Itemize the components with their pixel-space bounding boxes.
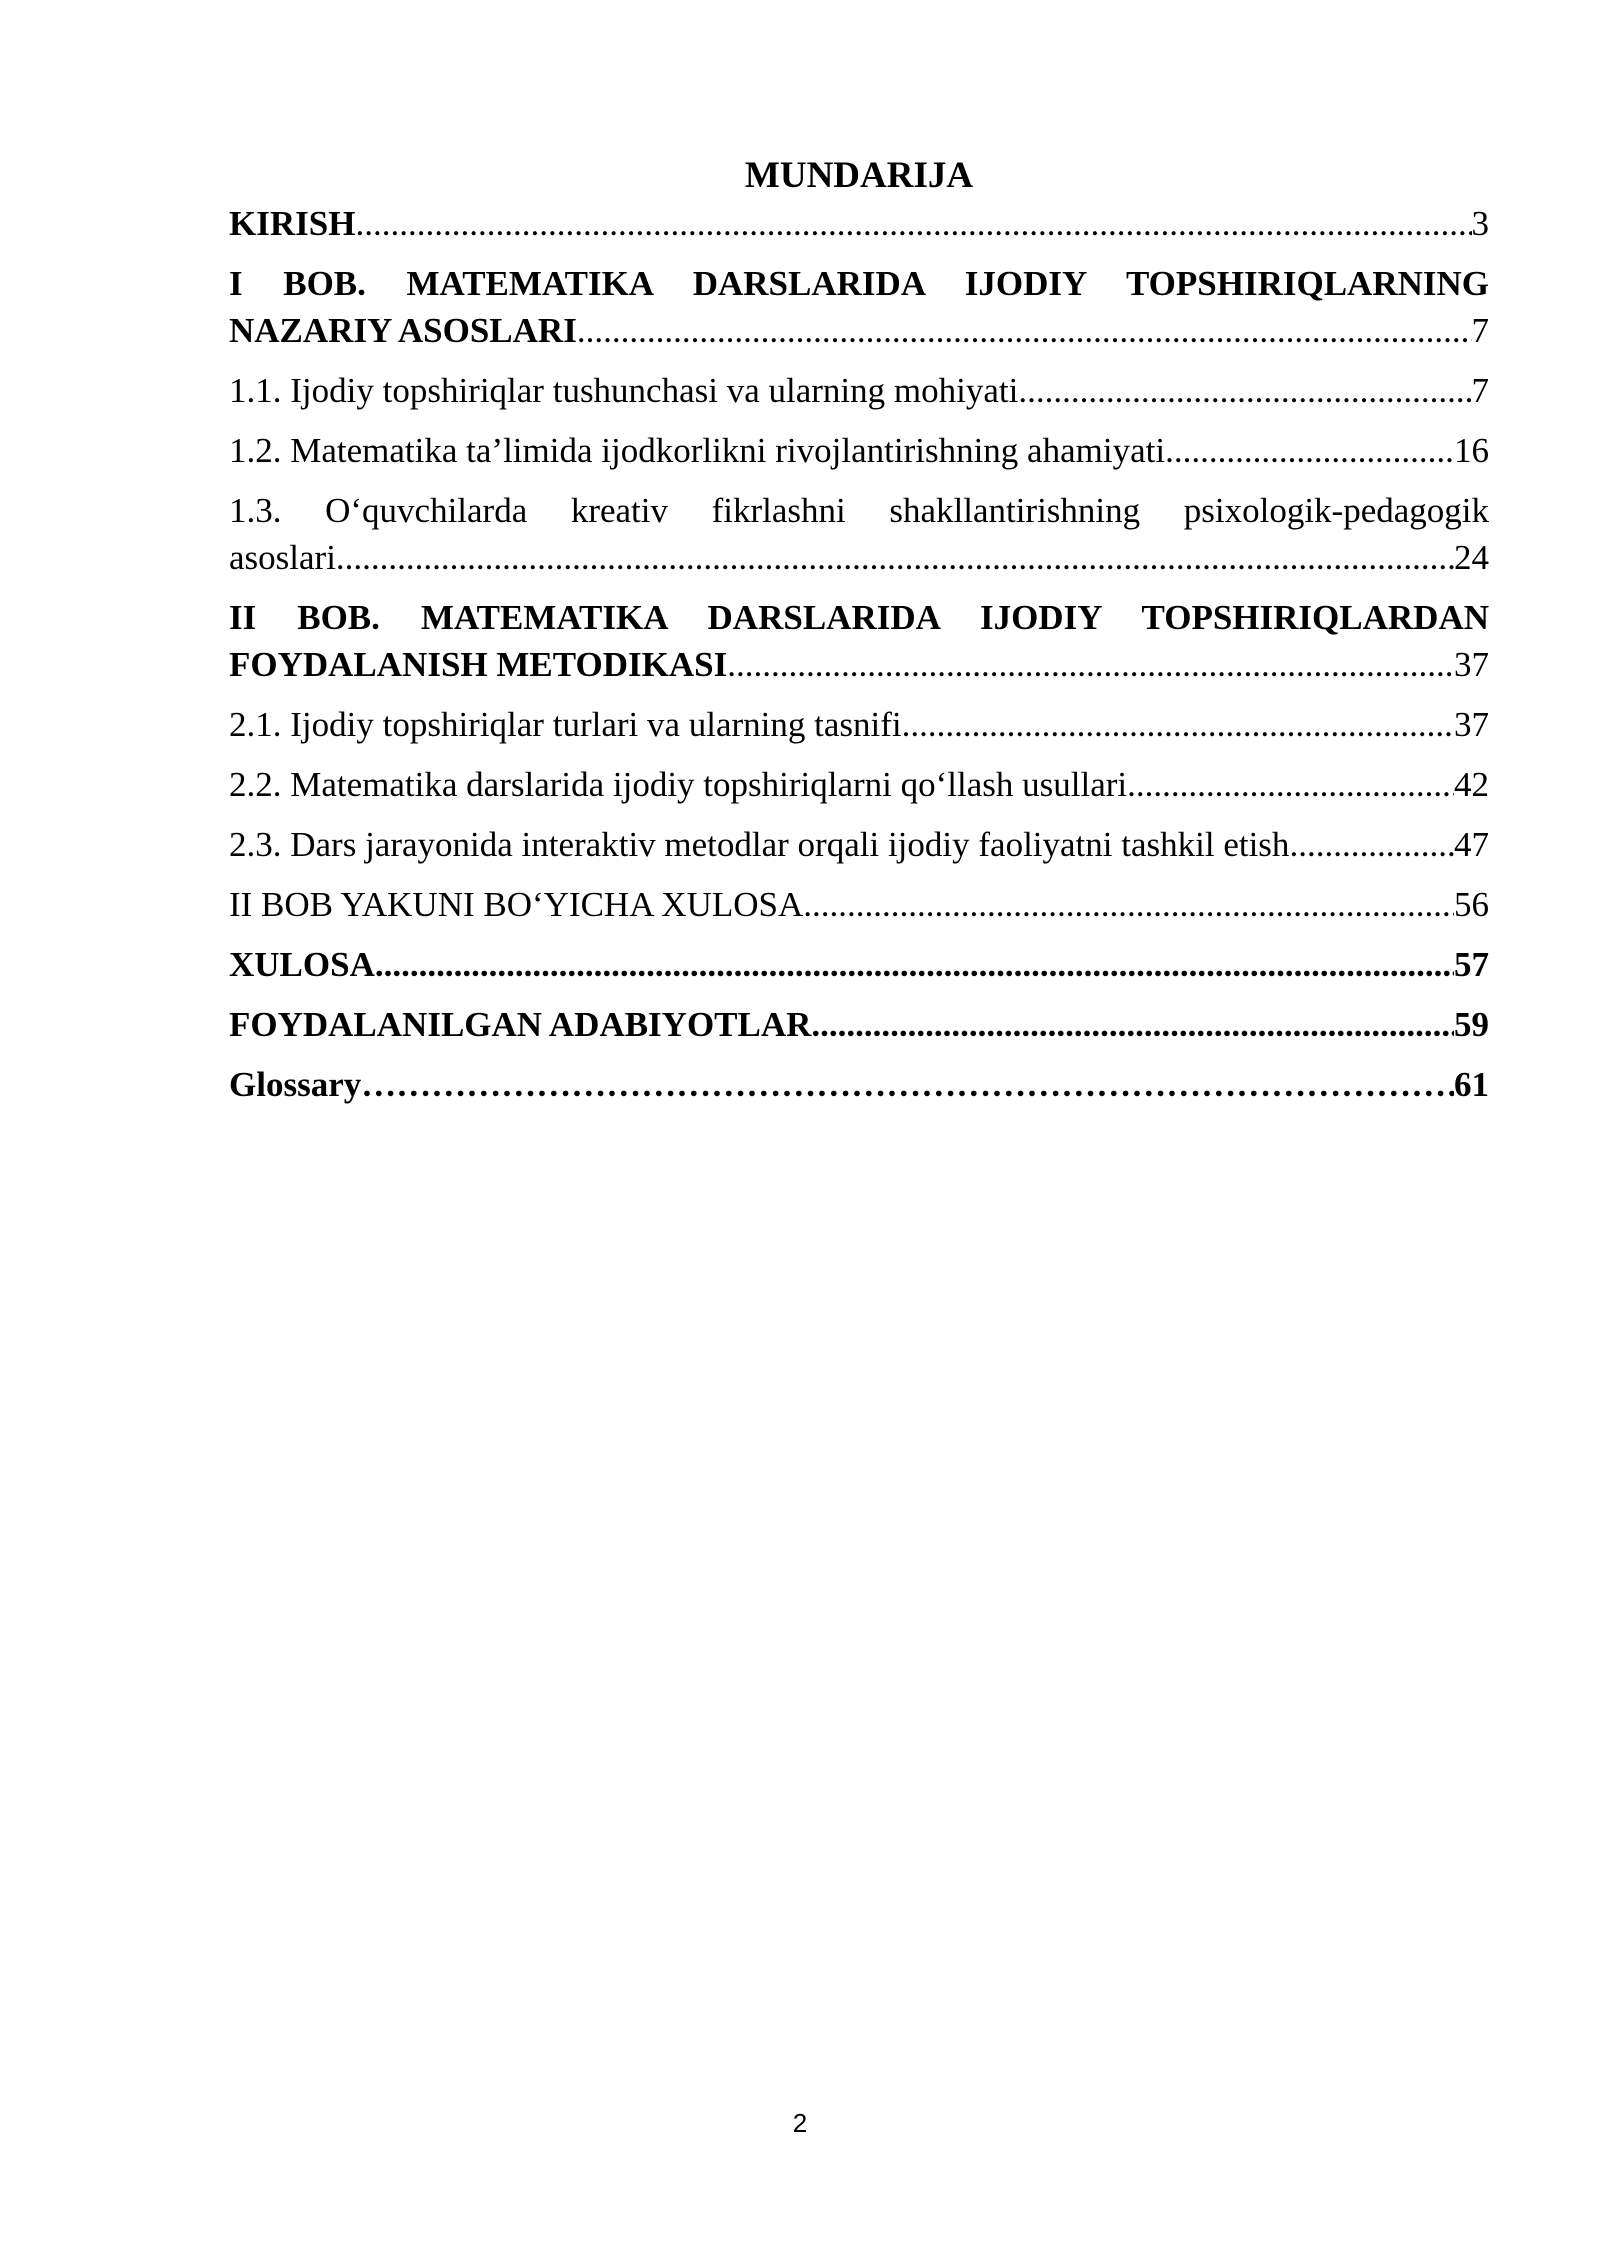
toc-entry-xulosa — [229, 941, 1489, 988]
toc-entry-2-2 — [229, 761, 1489, 808]
toc-entry-page: 57 — [1454, 945, 1489, 984]
toc-entry-chapter-1 — [229, 260, 1489, 354]
toc-entry-glossary — [229, 1061, 1489, 1108]
dot-leader — [811, 1001, 1454, 1048]
toc-entry-kirish — [229, 200, 1489, 247]
toc-entry-page: 56 — [1454, 885, 1489, 924]
table-of-contents — [229, 152, 1489, 1121]
toc-entry-page: 7 — [1471, 311, 1489, 350]
dot-leader — [902, 701, 1454, 748]
toc-entry-page: 42 — [1454, 765, 1489, 804]
dot-leader — [1289, 821, 1454, 868]
toc-entry-page: 7 — [1471, 371, 1489, 410]
toc-entry-label: 2.2. Matematika darslarida ijodiy topshiriqlarni qo‘llash usullari — [229, 765, 1128, 804]
dot-leader — [803, 881, 1454, 928]
toc-entry-label: 2.1. Ijodiy topshiriqlar turlari va ularning tasnifi — [229, 705, 902, 744]
toc-entry-label: FOYDALANISH METODIKASI — [229, 645, 728, 684]
toc-entry-1-1 — [229, 367, 1489, 414]
toc-entry-page: 59 — [1454, 1005, 1489, 1044]
dot-leader — [1018, 367, 1471, 414]
toc-entry-1-2 — [229, 427, 1489, 474]
toc-entry-label: II BOB YAKUNI BO‘YICHA XULOSA — [229, 885, 804, 924]
toc-entry-label: 2.3. Dars jarayonida interaktiv metodlar orqali ijodiy faoliyatni tashkil etish — [229, 825, 1290, 864]
toc-entry-label: KIRISH — [229, 204, 356, 243]
dot-leader — [577, 307, 1472, 354]
toc-entry-page: 24 — [1454, 538, 1489, 577]
dot-leader — [1127, 761, 1454, 808]
toc-entry-label: 1.1. Ijodiy topshiriqlar tushunchasi va ularning mohiyati — [229, 371, 1019, 410]
toc-entry-page: 61 — [1454, 1065, 1489, 1104]
toc-entry-heading-line: II BOB. MATEMATIKA DARSLARIDA IJODIY TOPSHIRIQLARDAN — [229, 598, 1489, 637]
dot-leader — [361, 1061, 1454, 1108]
toc-entry-label: Glossary — [229, 1065, 362, 1104]
toc-entry-label: XULOSA — [229, 945, 375, 984]
page-number: 2 — [792, 2108, 808, 2138]
toc-entry-page: 16 — [1454, 431, 1489, 470]
toc-entry-1-3 — [229, 487, 1489, 581]
dot-leader — [1165, 427, 1454, 474]
toc-entry-page: 3 — [1471, 204, 1489, 243]
toc-entry-references — [229, 1001, 1489, 1048]
toc-title: MUNDARIJA — [744, 155, 974, 196]
toc-entry-heading-line: 1.3. O‘quvchilarda kreativ fikrlashni shakllantirishning psixologik-pedagogik — [229, 491, 1489, 530]
toc-entry-label: NAZARIY ASOSLARI — [229, 311, 577, 350]
toc-entry-label: 1.2. Matematika ta’limida ijodkorlikni rivojlantirishning ahamiyati — [229, 431, 1166, 470]
toc-entry-2-3 — [229, 821, 1489, 868]
dot-leader — [355, 200, 1471, 247]
toc-entry-page: 47 — [1454, 825, 1489, 864]
dot-leader — [727, 641, 1454, 688]
toc-entry-page: 37 — [1454, 645, 1489, 684]
toc-entry-label: FOYDALANILGAN ADABIYOTLAR — [229, 1005, 812, 1044]
toc-entry-heading-line: I BOB. MATEMATIKA DARSLARIDA IJODIY TOPSHIRIQLARNING — [229, 264, 1489, 303]
toc-entry-chapter-2 — [229, 594, 1489, 688]
toc-entry-chapter-2-summary — [229, 881, 1489, 928]
toc-entry-label: asoslari — [229, 538, 336, 577]
dot-leader — [336, 534, 1454, 581]
toc-entry-page: 37 — [1454, 705, 1489, 744]
toc-entry-2-1 — [229, 701, 1489, 748]
dot-leader — [375, 941, 1454, 988]
